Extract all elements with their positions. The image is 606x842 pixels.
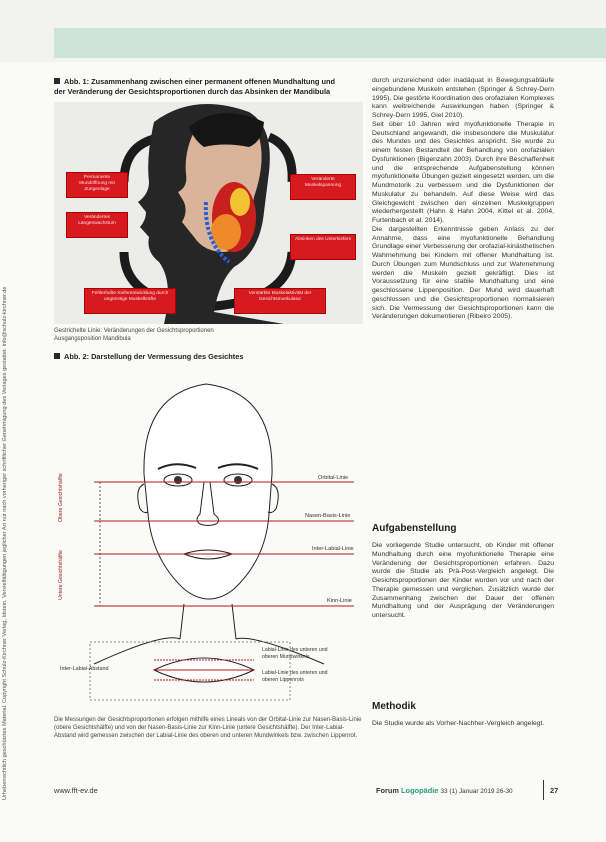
label-upper-face: Obere Gesichtshälfte xyxy=(58,473,64,522)
figure1-note xyxy=(54,327,364,343)
header-accent xyxy=(54,28,606,58)
label-lower-face: Untere Gesichtshälfte xyxy=(58,550,64,600)
paragraph-3: Die dargestellten Erkenntnisse geben Anlass zu der Annahme, dass eine myofunktionelle Behandlung Grundlage einer Verbesserung der orofazial-kinästhetischen Wahrnehmung bei Kindern mit offener Mundhaltung ist. Durch Übungen zum Mundschluss und zur Wahrnehmung werden die Muskeln gezielt gekräftigt. Dies ist Voraussetzung für eine stabile Mundhaltung und eine geschlossene Lippenposition. Der Mund wird dauerhaft geschlossen und die Gesichtsproportionen normalisieren sich. Die Vermessung der Gesichtsproportionen kann die Veränderungen dokumentieren (Ribeiro 2005). xyxy=(372,225,554,321)
heading-aufgabenstellung: Aufgabenstellung xyxy=(372,523,457,534)
journal-name: Logopädie xyxy=(401,786,439,795)
figure1-note-line1: Gestrichelte Linie: Veränderungen der Gesichtsproportionen xyxy=(54,328,214,334)
journal-issue: 33 (1) Januar 2019 26-30 xyxy=(440,788,513,795)
label-chin-line: Kinn-Linie xyxy=(327,598,352,604)
caption-bullet xyxy=(54,353,60,359)
box-muscle-tension: Veränderte Muskelspannung xyxy=(290,174,356,200)
copyright-note: Urheberrechtlich geschütztes Material. Copyright Schulz-Kirchner Verlag, Idstein. Vervielfältigungen jeglicher Art nur nach vorheriger schriftlicher Genehmigung des Verlages gestattet. info@schulz-kirchner.de xyxy=(2,286,8,800)
label-lip-red-line: Labial-Linie des unteren und oberen Lippenrots xyxy=(262,670,328,683)
footer-divider xyxy=(543,780,544,800)
face-diagram xyxy=(54,364,364,714)
box-mandible-drop: Absinken des Unterkiefers xyxy=(290,234,356,260)
figure2-caption-text: Abb. 2: Darstellung der Vermessung des Gesichtes xyxy=(64,352,244,361)
figure1-caption-line2: der Veränderung der Gesichtsproportionen durch das Absinken der Mandibula xyxy=(54,87,331,96)
paragraph-4: Die vorliegende Studie untersucht, ob Kinder mit offener Mundhaltung durch eine myofunktionelle Therapie eine Veränderung der Gesichtsproportionen erfahren. Dazu wurde die Studie als Prä-Post-Vergleich angelegt. Die Gesichtsproportionen der Kinder wurden vor und nach der Therapie gemessen und verglichen. Zusätzlich wurde der Zusammenhang zwischen der Dauer der offenen Mundhaltung und der Ausprägung der Veränderungen untersucht. xyxy=(372,542,554,619)
footer-url: www.fft-ev.de xyxy=(54,786,98,795)
page-number: 27 xyxy=(550,786,559,795)
box-muscle-activity: Verstärkte Muskelaktivität der Gesichtsmuskulatur xyxy=(234,288,326,314)
caption-bullet xyxy=(54,78,60,84)
figure2-caption xyxy=(54,352,364,362)
footer-journal xyxy=(376,786,513,795)
box-growth: Verändertes Längenwachstum xyxy=(66,212,128,238)
figure1-caption xyxy=(54,77,364,97)
label-nasal-base-line: Nasen-Basis-Linie xyxy=(305,513,351,519)
label-inter-labial-line: Inter-Labial-Linie xyxy=(312,546,354,552)
figure2-note: Die Messungen der Gesichtsproportionen erfolgen mithilfe eines Lineals von der Orbital-Linie zur Nasen-Basis-Linie (obere Gesichtshälfte) und von der Nasen-Basis-Linie zur Kinn-Linie (untere Gesichtshälfte). Der Inter-Labial-Abstand wird gemessen zwischen der Labial-Linie des oberen und unteren Mundwinkels bzw. zwischen Lippenrot. xyxy=(54,717,362,740)
figure1-note-line2: Ausgangsposition Mandibula xyxy=(54,336,131,343)
heading-methodik: Methodik xyxy=(372,701,416,712)
header-band xyxy=(0,0,606,62)
figure1-image xyxy=(54,102,363,324)
figure1-caption-line1: Abb. 1: Zusammenhang zwischen einer permanent offenen Mundhaltung und xyxy=(64,77,336,86)
paragraph-2: Seit über 10 Jahren wird myofunktionelle Therapie in Deutschland angewandt, die insbesondere die Muskulatur des Mundes und des Gesichtes anspricht. Sie wurde zu einem festen Bestandteil der Behandlung von orofazialen Dysfunktionen (Bigenzahn 2003). Durch ihre Beschaffenheit und die entsprechende Aufgabenstellung können myofunktionelle Übungen gezielt eingesetzt werden, um die Mundmotorik zu verbessern und die Dysfunktionen der Muskulatur zu behandeln. Auf diese Weise wird das Gleichgewicht zwischen den einzelnen Muskelgruppen wiederhergestellt (Hahn & Hahn 2004, Kittel et al. 2004, Furtenbach et al. 2014). xyxy=(372,120,554,224)
box-jaw-development: Fehlerhafte Kieferentwicklung durch ungünstige Muskelkräfte xyxy=(84,288,176,314)
body-text-top xyxy=(372,77,554,482)
label-orbital-line: Orbital-Linie xyxy=(318,475,349,481)
label-mouth-corner-line: Labial-Linie des unteren und oberen Mundwinkels xyxy=(262,647,328,660)
paragraph-5: Die Studie wurde als Vorher-Nachher-Vergleich angelegt. xyxy=(372,720,545,727)
label-inter-labial-distance: Inter-Labial-Abstand xyxy=(60,666,109,672)
paragraph-1: durch unzureichend oder inadäquat in Bewegungsabläufe eingebundene Muskeln entstehen (Springer & Schrey-Dern 1995). Die gestörte Koordination des orofazialen Komplexes kann weitreichende Auswirkungen haben (Springer & Schrey-Dern 1995, Giel 2010). xyxy=(372,77,554,119)
journal-prefix: Forum xyxy=(376,786,402,795)
box-open-mouth: Permanente Mundöffnung mit Zungenlage xyxy=(66,172,128,198)
